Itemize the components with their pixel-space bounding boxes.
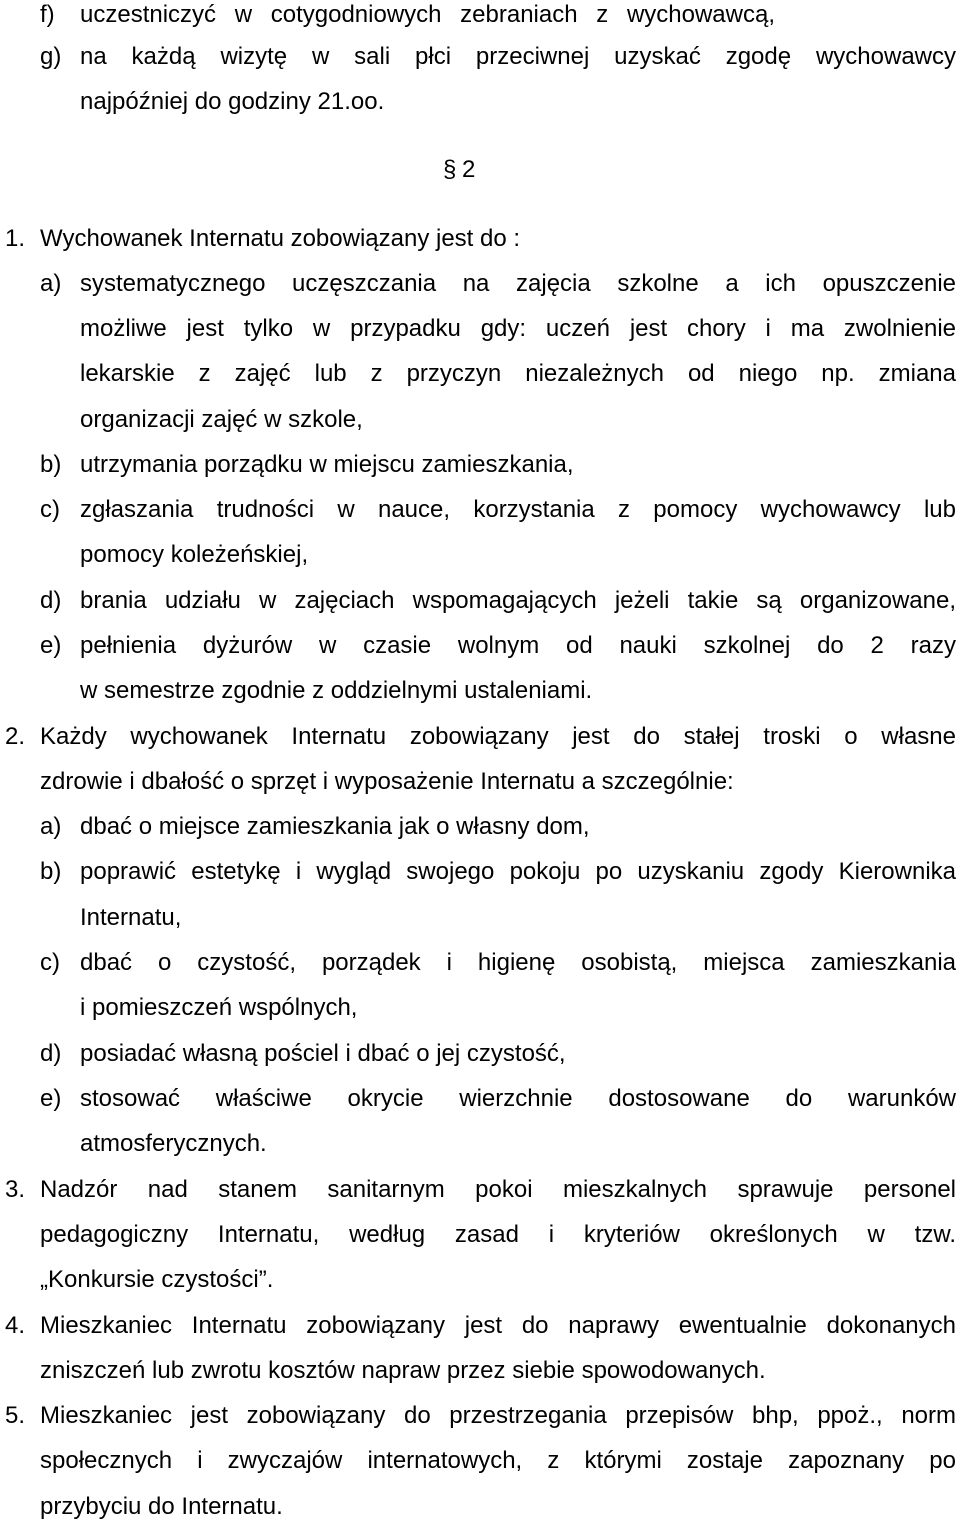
point-number: 5. (5, 1402, 26, 1429)
subitem-line: dbać o czystość, porządek i higienę osobistą, miejsca zamieszkania (80, 949, 956, 976)
item-marker: g) (40, 43, 62, 70)
point-number: 1. (5, 225, 26, 252)
point-number: 3. (5, 1176, 26, 1203)
subitem-marker: a) (40, 813, 62, 840)
subitem-line: w semestrze zgodnie z oddzielnymi ustaleniami. (80, 677, 593, 704)
subitem-marker: b) (40, 451, 62, 478)
subitem-marker: e) (40, 1085, 62, 1112)
subitem-line: atmosferycznych. (80, 1130, 267, 1157)
point-intro: pedagogiczny Internatu, według zasad i kryteriów określonych w tzw. (40, 1221, 956, 1248)
subitem-line: utrzymania porządku w miejscu zamieszkania, (80, 451, 574, 478)
point-number: 2. (5, 723, 26, 750)
subitem-marker: d) (40, 1040, 62, 1067)
subitem-line: poprawić estetykę i wygląd swojego pokoju po uzyskaniu zgody Kierownika (80, 858, 956, 885)
point-intro: zniszczeń lub zwrotu kosztów napraw przez siebie spowodowanych. (40, 1357, 766, 1384)
subitem-line: i pomieszczeń wspólnych, (80, 994, 358, 1021)
point-intro: Mieszkaniec Internatu zobowiązany jest do naprawy ewentualnie dokonanych (40, 1312, 956, 1339)
subitem-line: Internatu, (80, 904, 182, 931)
subitem-line: pełnienia dyżurów w czasie wolnym od nauki szkolnej do 2 razy (80, 632, 956, 659)
subitem-marker: c) (40, 949, 60, 976)
subitem-line: organizacji zajęć w szkole, (80, 406, 363, 433)
subitem-marker: a) (40, 270, 62, 297)
point-intro: społecznych i zwyczajów internatowych, z którymi zostaje zapoznany po (40, 1447, 956, 1474)
point-intro: Mieszkaniec jest zobowiązany do przestrzegania przepisów bhp, ppoż., norm (40, 1402, 956, 1429)
point-intro: „Konkursie czystości”. (40, 1266, 274, 1293)
subitem-line: systematycznego uczęszczania na zajęcia szkolne a ich opuszczenie (80, 270, 956, 297)
point-intro: Każdy wychowanek Internatu zobowiązany jest do stałej troski o własne (40, 723, 956, 750)
item-marker: f) (40, 1, 55, 28)
subitem-marker: e) (40, 632, 62, 659)
point-intro: Wychowanek Internatu zobowiązany jest do : (40, 225, 521, 252)
subitem-line: dbać o miejsce zamieszkania jak o własny dom, (80, 813, 590, 840)
subitem-marker: d) (40, 587, 62, 614)
subitem-line: zgłaszania trudności w nauce, korzystania z pomocy wychowawcy lub (80, 496, 956, 523)
subitem-line: lekarskie z zajęć lub z przyczyn niezależnych od niego np. zmiana (80, 360, 956, 387)
point-intro: przybyciu do Internatu. (40, 1493, 283, 1520)
point-intro: Nadzór nad stanem sanitarnym pokoi mieszkalnych sprawuje personel (40, 1176, 956, 1203)
subitem-line: pomocy koleżeńskiej, (80, 541, 309, 568)
item-line: uczestniczyć w cotygodniowych zebraniach z wychowawcą, (80, 1, 775, 28)
subitem-line: stosować właściwe okrycie wierzchnie dostosowane do warunków (80, 1085, 956, 1112)
item-line: najpóźniej do godziny 21.oo. (80, 88, 385, 115)
section-number: 2 (462, 156, 476, 183)
subitem-marker: c) (40, 496, 60, 523)
item-line: na każdą wizytę w sali płci przeciwnej uzyskać zgodę wychowawcy (80, 43, 956, 70)
point-intro: zdrowie i dbałość o sprzęt i wyposażenie Internatu a szczególnie: (40, 768, 734, 795)
subitem-line: posiadać własną pościel i dbać o jej czystość, (80, 1040, 566, 1067)
subitem-line: możliwe jest tylko w przypadku gdy: uczeń jest chory i ma zwolnienie (80, 315, 956, 342)
point-number: 4. (5, 1312, 26, 1339)
subitem-marker: b) (40, 858, 62, 885)
subitem-line: brania udziału w zajęciach wspomagających jeżeli takie są organizowane, (80, 587, 956, 614)
section-symbol: § (443, 156, 457, 183)
